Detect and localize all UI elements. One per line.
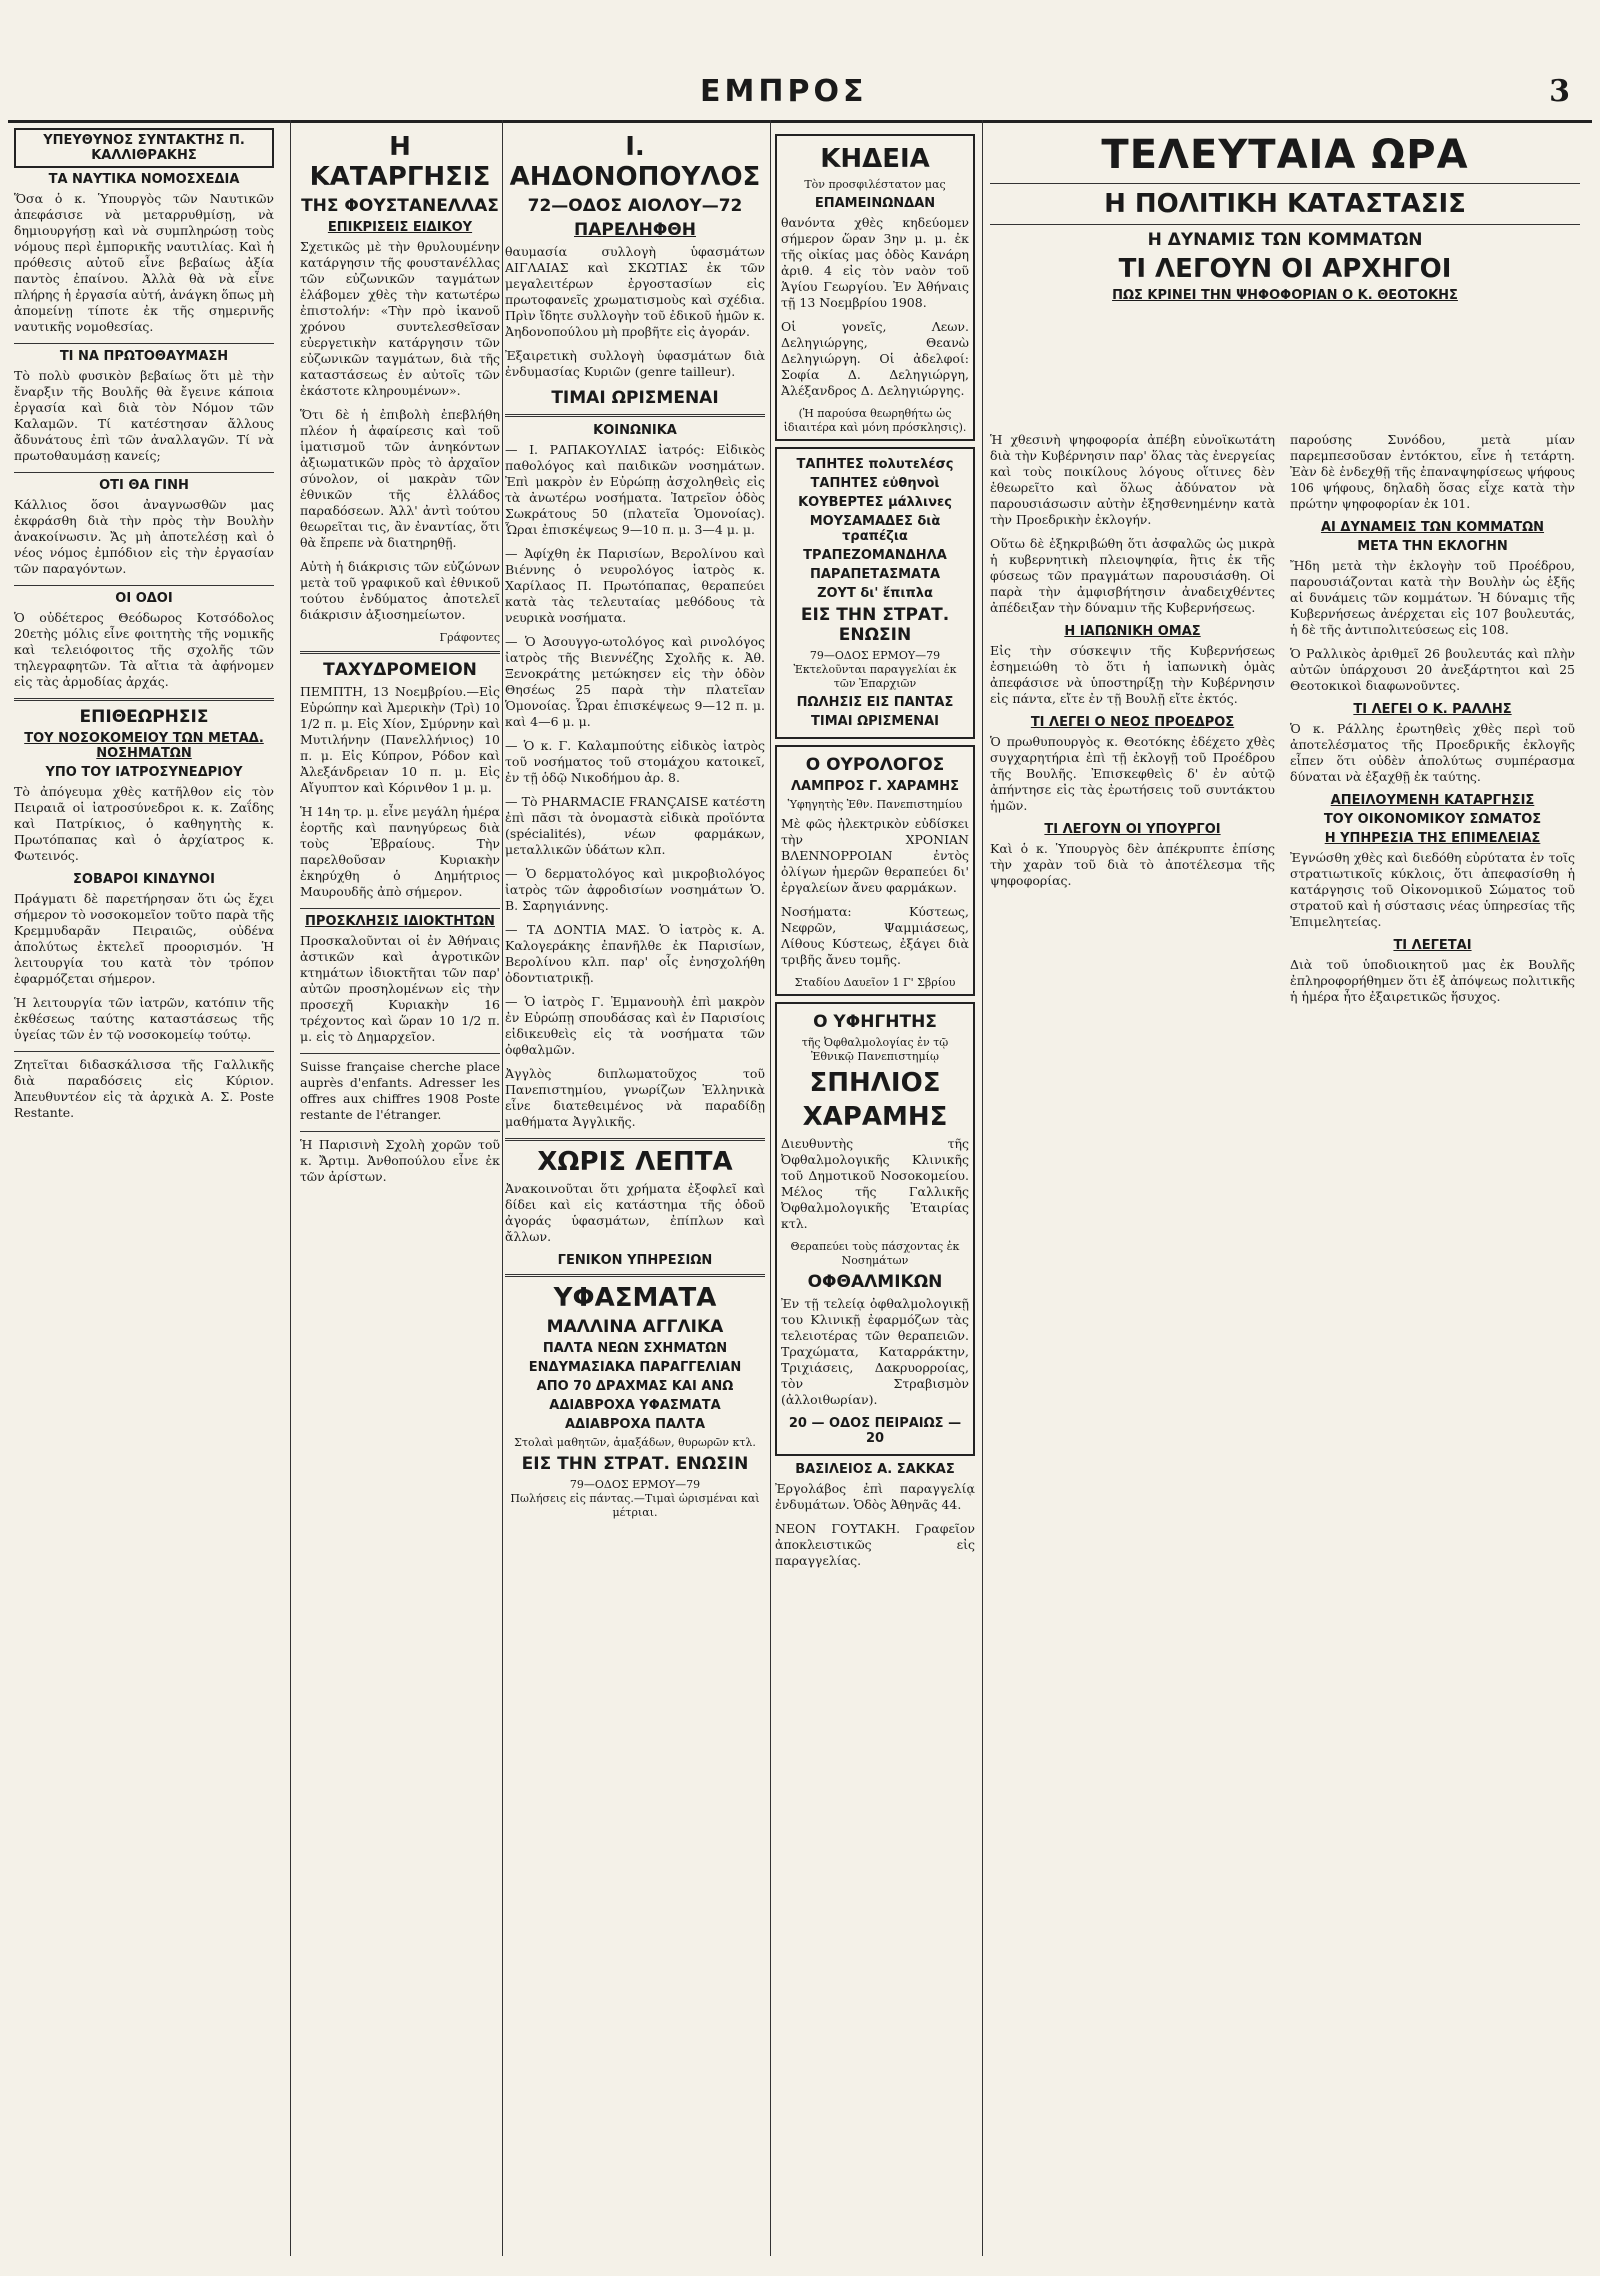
- advertiser-name: Ι. ΑΗΔΟΝΟΠΟΥΛΟΣ: [509, 132, 761, 192]
- article-text: Πράγματι δὲ παρετήρησαν ὅτι ὡς ἔχει σήμερον τὸ νοσοκομεῖον τοῦτο παρὰ τῆς Κρεμμυδαρᾶν Πειραιῶς, οὐδένα ἀπολύτως ἐκτελεῖ προορισμόν. Ἡ λειτουργία του κατὰ τὸν τρόπον ἐφαρμόζεται σήμερον.: [14, 891, 274, 986]
- ad-headline: ΥΦΑΣΜΑΤΑ: [553, 1283, 717, 1313]
- article-text: Οὕτω δὲ ἐξηκριβώθη ὅτι ἀσφαλῶς ὡς μικρὰ ἡ κυβερνητικὴ πλειοψηφία, ἣτις ἐκ τῆς φύσεως τῶν πραγμάτων παρουσιάσθη. Οἱ παρὰ τὴν ἀμφισβήτησιν ἀναδειχθέντες ἀπέδειξαν τὴν δύναμιν τῆς Κυβερνήσεως.: [990, 536, 1275, 615]
- ad-text: Ἐξαιρετικὴ συλλογὴ ὑφασμάτων διὰ ἐνδυμασίας Κυριῶν (genre tailleur).: [505, 348, 765, 379]
- section-subheading: ΥΠΟ ΤΟΥ ΙΑΤΡΟΣΥΝΕΔΡΙΟΥ: [45, 765, 243, 780]
- ad-item: ΚΟΥΒΕΡΤΕΣ μάλλινες: [798, 495, 952, 510]
- divider: [505, 1274, 765, 1277]
- ad-subheading: ΑΔΙΑΒΡΟΧΑ ΠΑΛΤΑ: [564, 1417, 706, 1432]
- ad-address: 79—ΟΔΟΣ ΕΡΜΟΥ—79: [569, 1478, 701, 1491]
- article-text: Αὐτὴ ἡ διάκρισις τῶν εὐζώνων μετὰ τοῦ γραφικοῦ καὶ ἐθνικοῦ τούτου ἐνδύματος ἀποτελεῖ διάκρισιν ἀξιοσημείωτον.: [300, 559, 500, 622]
- notice-intro: Τὸν προσφιλέστατον μας: [804, 178, 946, 191]
- ad-text: Διευθυντὴς τῆς Ὀφθαλμολογικῆς Κλινικῆς τοῦ Δημοτικοῦ Νοσοκομείου. Μέλος τῆς Γαλλικῆς Ὀφθαλμολογικῆς Ἑταιρίας κτλ.: [781, 1136, 969, 1231]
- divider: [990, 183, 1580, 184]
- article-text: Ὅσα ὁ κ. Ὑπουργὸς τῶν Ναυτικῶν ἀπεφάσισε νὰ μεταρρυθμίσῃ, νὰ δημιουργήσῃ καὶ νὰ συμπληρώσῃ τοὺς νόμους περὶ ἐμπορικῆς ναυτιλίας. Καὶ ἡ πρόθεσις αὐτοῦ εἶνε βεβαίως ἀξία παντὸς ἐπαίνου. Ἀλλὰ θὰ νὰ εἶνε πλήρης ἡ ἐργασία αὐτή, ἀνάγκη ὅπως μὴ ἀπομείνῃ τίποτε ἐκ τῆς σημερινῆς ναυτικῆς νομοθεσίας.: [14, 191, 274, 334]
- ad-price: ΑΠΟ 70 ΔΡΑΧΜΑΣ ΚΑΙ ΑΝΩ: [536, 1379, 734, 1394]
- column-5-left: [990, 428, 1275, 897]
- section-subheading: Η ΥΠΗΡΕΣΙΑ ΤΗΣ ΕΠΙΜΕΛΕΙΑΣ: [1324, 831, 1541, 846]
- divider: [505, 414, 765, 417]
- ad-text: Ἐργολάβος ἐπὶ παραγγελίᾳ ἐνδυμάτων. Ὁδὸς Ἀθηνᾶς 44.: [775, 1481, 975, 1512]
- ad-text: ΝΕΟΝ ΓΟΥΤΑΚΗ. Γραφεῖον ἀποκλειστικῶς εἰς παραγγελίας.: [775, 1521, 975, 1568]
- section-heading: ΟΤΙ ΘΑ ΓΙΝΗ: [99, 478, 189, 493]
- article-subheading: Η ΔΥΝΑΜΙΣ ΤΩΝ ΚΟΜΜΑΤΩΝ: [1147, 230, 1423, 250]
- column-1: [14, 128, 274, 2246]
- article-text: Τὸ ἀπόγευμα χθὲς κατῆλθον εἰς τὸν Πειραιᾶ οἱ ἰατροσύνεδροι κ. κ. Ζαΐδης καὶ Πατρίκιος, ὁ καθηγητὴς κ. Πρωτόπαπας καὶ ὁ ἀρχίατρος κ. Φωτεινός.: [14, 784, 274, 863]
- ad-subheading: ΓΕΝΙΚΟΝ ΥΠΗΡΕΣΙΩΝ: [557, 1253, 713, 1268]
- masthead: [0, 60, 1600, 120]
- ad-note: Στολαὶ μαθητῶν, ἀμαξάδων, θυρωρῶν κτλ.: [514, 1436, 756, 1449]
- doctor-title: Ὑφηγητὴς Ἐθν. Πανεπιστημίου: [787, 798, 963, 811]
- column-5-right: [1290, 428, 1575, 1013]
- ad-item: ΖΟΥΤ δι' ἔπιπλα: [817, 586, 933, 601]
- newspaper-title: ΕΜΠΡΟΣ: [700, 74, 868, 109]
- ad-headline: Ο ΥΦΗΓΗΤΗΣ: [813, 1012, 937, 1032]
- article-text: Διὰ τοῦ ὑποδιοικητοῦ μας ἐκ Βουλῆς ἐπληροφορήθημεν ὅτι ἐξ ἀπόψεως πολιτικῆς ἡ ἡμέρα ἦτο ἐξαιρετικῶς ἥσυχος.: [1290, 957, 1575, 1004]
- deceased-name: ΕΠΑΜΕΙΝΩΝΔΑΝ: [814, 196, 936, 211]
- article-text: Ἡ 14η τρ. μ. εἶνε μεγάλη ἡμέρα ἑορτῆς καὶ πανηγύρεως διὰ τοὺς Ἑβραίους. Τὴν παρελθοῦσαν Κυριακὴν ἐκηρύχθη ὁ Δημήτριος Μαυρουδῆς ἀπὸ σήμερον.: [300, 804, 500, 899]
- notice-text: — Ἀφίχθη ἐκ Παρισίων, Βερολίνου καὶ Βιέννης ὁ νευρολόγος ἰατρὸς κ. Χαρίλαος Π. Πρωτόπαπας, θεραπεύει κατὰ τὰς τελευταίας μεθόδους τὰ νευρικὰ νοσήματα.: [505, 546, 765, 625]
- ad-text: Ἐν τῇ τελείᾳ ὀφθαλμολογικῇ του Κλινικῇ ἐφαρμόζων τὰς τελειοτέρας τῶν θεραπειῶν. Τραχώματα, Καταρράκτην, Τριχιάσεις, Δακρυορροίας, τὸν Στραβισμὸν (ἀλλοιθωρίαν).: [781, 1296, 969, 1407]
- advertiser-address: 72—ΟΔΟΣ ΑΙΟΛΟΥ—72: [527, 196, 743, 216]
- classified-ad: Suisse française cherche place auprès d'enfants. Adresser les offres aux chiffres 1908 Poste restante de l'étranger.: [300, 1059, 500, 1122]
- ad-prices: ΤΙΜΑΙ ΩΡΙΣΜΕΝΑΙ: [551, 388, 719, 408]
- ad-item-list: [781, 457, 969, 601]
- article-subheading: ΕΠΙΚΡΙΣΕΙΣ ΕΙΔΙΚΟΥ: [327, 220, 473, 235]
- article-text: Εἰς τὴν σύσκεψιν τῆς Κυβερνήσεως ἐσημειώθη τὸ ὅτι ἡ ἰαπωνικὴ ὁμὰς ἀπεφάσισε νὰ ὑποστηρίξῃ τὴν Κυβέρνησιν εἰς πάντα, εἴτε ἐν τῇ Βουλῇ εἴτε ἐκτός.: [990, 643, 1275, 706]
- ophthalmologist-ad: [775, 1002, 975, 1456]
- ad-address: 79—ΟΔΟΣ ΕΡΜΟΥ—79: [809, 649, 941, 662]
- article-text: Τὸ πολὺ φυσικὸν βεβαίως ὅτι μὲ τὴν ἔναρξιν τῆς Βουλῆς θὰ ἔγεινε κάποια ἐργασία καὶ διὰ τὸν Νόμον τῶν Καλαμῶν. Τί κατέστησαν ἄλλους ἄδυνάτους ἐπὶ τῶν ἀναλλαγῶν. Τί νὰ πρωτοθαυμάσῃ κανείς;: [14, 368, 274, 463]
- notice-note: (Ἡ παρούσα θεωρηθήτω ὡς ἰδιαιτέρα καὶ μόνη πρόσκλησις).: [783, 407, 967, 434]
- section-heading: ΤΙ ΛΕΓΕΙ Ο Κ. ΡΑΛΛΗΣ: [1353, 702, 1512, 717]
- ad-note: Πωλήσεις εἰς πάντας.—Τιμαὶ ὡρισμέναι καὶ μέτριαι.: [510, 1492, 760, 1519]
- notice-text: Ἀγγλὸς διπλωματοῦχος τοῦ Πανεπιστημίου, γνωρίζων Ἑλληνικὰ εἶνε διατεθειμένος νὰ παραδίδῃ μαθήματα Ἀγγλικῆς.: [505, 1066, 765, 1129]
- column-divider: [290, 120, 291, 2256]
- ad-item: ΠΑΡΑΠΕΤΑΣΜΑΤΑ: [809, 567, 941, 582]
- article-subheading: ΠΩΣ ΚΡΙΝΕΙ ΤΗΝ ΨΗΦΟΦΟΡΙΑΝ Ο Κ. ΘΕΟΤΟΚΗΣ: [1112, 288, 1458, 303]
- section-subheading: ΤΟΥ ΟΙΚΟΝΟΜΙΚΟΥ ΣΩΜΑΤΟΣ: [1323, 812, 1542, 827]
- ad-address: Σταδίου Δαυεῖον 1 Γ' Σβρίου: [794, 976, 956, 989]
- ad-item: ΤΑΠΗΤΕΣ πολυτελέσς: [796, 457, 954, 472]
- ad-text: Θεραπεύει τοὺς πάσχοντας ἐκ Νοσημάτων: [790, 1240, 960, 1267]
- doctor-title: τῆς Ὀφθαλμολογίας ἐν τῷ Ἐθνικῷ Πανεπιστημίῳ: [801, 1036, 949, 1063]
- divider: [990, 224, 1580, 225]
- notice-text: — Τὸ PHARMACIE FRANÇAISE κατέστη ἐπὶ πᾶσι τὰ ὀνομαστὰ εἰδικὰ προϊόντα (spécialités), νέων φαρμάκων, μεταλλικῶν ὑδάτων κλπ.: [505, 794, 765, 857]
- notice-text: — Ι. ΡΑΠΑΚΟΥΛΙΑΣ ἰατρός: Εἰδικὸς παθολόγος καὶ παιδικῶν νοσημάτων. Ἐπὶ μακρὸν ἐν Εὐρώπῃ ἀσχοληθεὶς εἰς τὰ ἀνωτέρω νοσήματα. Ἰατρεῖον ὁδὸς Σωκράτους 50 (πλατεῖα Ὁμονοίας). Ὧραι ἐπισκέψεως 9—10 π. μ. 3—4 μ. μ.: [505, 442, 765, 537]
- section-heading: ΟΙ ΟΔΟΙ: [115, 591, 173, 606]
- article-text: Ἐγνώσθη χθὲς καὶ διεδόθη εὐρύτατα ἐν τοῖς στρατιωτικοῖς κύκλοις, ὅτι ἀπεφασίσθη ἡ κατάργησις τοῦ Οἰκονομικοῦ Σώματος τοῦ στρατοῦ καὶ ἡ σύστασις νέας ὑπηρεσίας τῆς Ἐπιμελητείας.: [1290, 850, 1575, 929]
- section-heading: ΑΠΕΙΛΟΥΜΕΝΗ ΚΑΤΑΡΓΗΣΙΣ: [1330, 793, 1535, 808]
- article-text: Ἤδη μετὰ τὴν ἐκλογὴν τοῦ Προέδρου, παρουσιάζονται κατὰ τὴν Βουλὴν ὡς ἑξῆς αἱ δυνάμεις τῶν κομμάτων. Ἡ δύναμις τῆς Κυβερνήσεως ἀνέρχεται εἰς 107 βουλευτάς, ἡ δὲ τῆς ἀντιπολιτεύσεως εἰς 108.: [1290, 558, 1575, 637]
- ad-subheading: ΑΔΙΑΒΡΟΧΑ ΥΦΑΣΜΑΤΑ: [549, 1398, 721, 1413]
- advertiser-name: ΒΑΣΙΛΕΙΟΣ Α. ΣΑΚΚΑΣ: [795, 1462, 955, 1477]
- notice-text: — Ὁ δερματολόγος καὶ μικροβιολόγος ἰατρὸς τῶν ἀφροδισίων νοσημάτων Ὁ. Β. Σαρηγιάννης.: [505, 866, 765, 913]
- article-text: Προσκαλοῦνται οἱ ἐν Ἀθήναις ἀστικῶν καὶ ἀγροτικῶν κτημάτων ἰδιοκτῆται τῶν παρ' αὐτῶν προσηλομένων εἰς τὴν προσεχῆ Κυριακὴν 16 τρέχοντος καὶ ὥραν 10 1/2 π. μ. εἰς τὸ Δημαρχεῖον.: [300, 933, 500, 1044]
- main-headline: Η ΠΟΛΙΤΙΚΗ ΚΑΤΑΣΤΑΣΙΣ: [1104, 189, 1466, 219]
- article-text: Κάλλιος ὅσοι ἀναγνωσθῶν μας ἐκφράσθη διὰ τὴν πρὸς τὴν Βουλὴν ἀνακοίνωσιν. Ἄς μὴ ἀποτελέσῃ καὶ ὁ νέος νόμος ἐμπόδιον εἰς τὴν ἐργασίαν τῶν παραγόντων.: [14, 497, 274, 576]
- masthead-rule: [8, 120, 1592, 123]
- doctor-name: ΧΑΡΑΜΗΣ: [802, 1102, 948, 1132]
- ad-headline: Ο ΟΥΡΟΛΟΓΟΣ: [805, 755, 945, 775]
- column-5: [990, 128, 1580, 2246]
- article-text: Σχετικῶς μὲ τὴν θρυλουμένην κατάργησιν τῆς φουστανέλλας τῶν εὐζωνικῶν ταγμάτων ἐλάβομεν χθὲς τὴν κατωτέρω ἐπιστολήν: «Τὴν πρὸ ἱκανοῦ χρόνου συντελεσθεῖσαν εὐεργετικὴν κατάργησιν τῶν εὐζωνικῶν ταγμάτων, διὰ τῆς καταστάσεως ἐν αὐτοῖς τῶν ἐκάστοτε κληρουμένων».: [300, 239, 500, 398]
- classified-ad: Ἡ Παρισινὴ Σχολὴ χορῶν τοῦ κ. Ἄρτιμ. Ἀνθοπούλου εἶνε ἐκ τῶν ἀρίστων.: [300, 1137, 500, 1184]
- section-heading: ΤΙ ΝΑ ΠΡΩΤΟΘΑΥΜΑΣΗ: [59, 349, 229, 364]
- notice-text: — Ὁ ἰατρὸς Γ. Ἐμμανουὴλ ἐπὶ μακρὸν ἐν Εὐρώπῃ σπουδάσας καὶ ἐν Παρισίοις εἰδικευθεὶς εἰς τὰ νοσήματα τῶν ὀφθαλμῶν.: [505, 994, 765, 1057]
- column-divider: [982, 120, 983, 2256]
- divider: [300, 651, 500, 654]
- article-headline: ΤΗΣ ΦΟΥΣΤΑΝΕΛΛΑΣ: [301, 196, 499, 216]
- section-heading: ΤΙ ΛΕΓΕΤΑΙ: [1393, 938, 1472, 953]
- ad-item: ΤΡΑΠΕΖΟΜΑΝΔΗΛΑ: [803, 548, 947, 563]
- ad-headline: ΧΩΡΙΣ ΛΕΠΤΑ: [537, 1147, 733, 1177]
- article-text: παρούσης Συνόδου, μετὰ μίαν παρεμπεσοῦσαν ἐντόκτου, εἶνε ἡ τετάρτη. Ἐὰν δὲ ἐνδεχθῇ τῆς ἐπαναψηφίσεως ψήφους 106 ψήφους, δηλαδὴ ὅσας εἶχε κατὰ τὴν πρώτην ψηφοφορίαν ἐκ 101.: [1290, 432, 1575, 511]
- article-text: Ἡ λειτουργία τῶν ἰατρῶν, κατόπιν τῆς ἐκθέσεως ταύτης καταστάσεως τῆς ὑγείας τῶν ἐν τῷ νοσοκομείῳ τούτῳ.: [14, 995, 274, 1042]
- ad-subheading: ΠΑΛΤΑ ΝΕΩΝ ΣΧΗΜΑΤΩΝ: [542, 1341, 728, 1356]
- article-text: ΠΕΜΠΤΗ, 13 Νοεμβρίου.—Εἰς Εὐρώπην καὶ Ἀμερικὴν (Τρὶ) 10 1/2 π. μ. Εἰς Χίον, Σμύρνην καὶ Μυτιλήνην (Πανελλήνιος) 10 π. μ. Εἰς Κύπρον, Ρόδον καὶ Ἀλεξάνδρειαν 10 π. μ. Εἰς Αἴγυπτον καὶ Κόρινθον 1 μ. μ.: [300, 684, 500, 795]
- notice-headline: ΚΗΔΕΙΑ: [820, 144, 930, 174]
- column-4: [775, 128, 975, 2246]
- ad-address: 20 — ΟΔΟΣ ΠΕΙΡΑΙΩΣ — 20: [788, 1416, 962, 1446]
- ad-sale: ΠΩΛΗΣΙΣ ΕΙΣ ΠΑΝΤΑΣ: [796, 695, 954, 710]
- ad-text: Νοσήματα: Κύστεως, Νεφρῶν, Ψαμμιάσεως, Λίθους Κύστεως, ἐξάγει διὰ τριβῆς ἄνευ τομῆς.: [781, 904, 969, 967]
- article-text: Ὁ Ραλλικὸς ἀριθμεῖ 26 βουλευτάς καὶ πλὴν αὐτῶν ὑπάρχουσι 20 ἀνεξάρτητοι καὶ 25 Θεοτοκικοὶ διαφωνοῦντες.: [1290, 646, 1575, 693]
- divider: [14, 472, 274, 473]
- ad-subheading: ΜΑΛΛΙΝΑ ΑΓΓΛΙΚΑ: [546, 1317, 724, 1337]
- ad-store: ΕΙΣ ΤΗΝ ΣΤΡΑΤ. ΕΝΩΣΙΝ: [800, 605, 950, 645]
- section-heading: ΤΙ ΛΕΓΟΥΝ ΟΙ ΥΠΟΥΡΓΟΙ: [1044, 822, 1221, 837]
- ad-item: ΜΟΥΣΑΜΑΔΕΣ διὰ τραπέζια: [809, 514, 941, 544]
- divider: [14, 585, 274, 586]
- section-heading: ΤΑ ΝΑΥΤΙΚΑ ΝΟΜΟΣΧΕΔΙΑ: [48, 172, 240, 187]
- section-heading: Η ΙΑΠΩΝΙΚΗ ΟΜΑΣ: [1064, 624, 1201, 639]
- divider: [300, 1053, 500, 1054]
- ad-note: Ἐκτελοῦνται παραγγελίαι ἐκ τῶν Ἐπαρχιῶν: [793, 663, 957, 690]
- classified-ad: Ζητεῖται διδασκάλισσα τῆς Γαλλικῆς διὰ παραδόσεις εἰς Κύριον. Ἀπευθυντέον εἰς τὰ ἀρχικὰ Α. Σ. Poste Restante.: [14, 1057, 274, 1120]
- section-heading: ΠΡΟΣΚΛΗΣΙΣ ΙΔΙΟΚΤΗΤΩΝ: [305, 914, 495, 929]
- signature: Γράφοντες: [439, 631, 500, 644]
- ad-prices: ΤΙΜΑΙ ΩΡΙΣΜΕΝΑΙ: [811, 714, 939, 729]
- page-number: 3: [1549, 74, 1570, 109]
- divider: [14, 343, 274, 344]
- column-divider: [502, 120, 503, 2256]
- divider: [14, 698, 274, 701]
- article-text: Καὶ ὁ κ. Ὑπουργὸς δὲν ἀπέκρυπτε ἐπίσης τὴν χαρὰν τοῦ διὰ τὸ ἀποτέλεσμα τῆς ψηφοφορίας.: [990, 841, 1275, 888]
- notice-text: θανόντα χθὲς κηδεύομεν σήμερον ὥραν 3ην μ. μ. ἐκ τῆς οἰκίας μας ὁδὸς Κανάρη ἀριθ. 4 εἰς τὸν ναὸν τοῦ Ἁγίου Γεωργίου. Ἐν Ἀθήναις τῇ 13 Νοεμβρίου 1908.: [781, 215, 969, 310]
- article-subheading: ΤΙ ΛΕΓΟΥΝ ΟΙ ΑΡΧΗΓΟΙ: [1118, 254, 1452, 284]
- ad-text: Μὲ φῶς ἠλεκτρικὸν εὐδίσκει τὴν ΧΡΟΝΙΑΝ ΒΛΕΝΝΟΡΡΟΙΑΝ ἐντὸς ὀλίγων ἡμερῶν θεραπεύει δι' ἐργαλείων ἄνευ φαρμάκων.: [781, 816, 969, 895]
- section-heading: ΑΙ ΔΥΝΑΜΕΙΣ ΤΩΝ ΚΟΜΜΑΤΩΝ: [1320, 520, 1545, 535]
- ad-store: ΕΙΣ ΤΗΝ ΣΤΡΑΤ. ΕΝΩΣΙΝ: [521, 1454, 749, 1474]
- ad-headline: ΠΑΡΕΛΗΦΘΗ: [574, 220, 696, 240]
- article-text: Ὁ πρωθυπουργὸς κ. Θεοτόκης ἐδέχετο χθὲς συγχαρητήρια ἐπὶ τῇ ἐκλογῇ τοῦ Προέδρου τῆς Βουλῆς. Ἐπισκεφθεὶς δ' ἐν αὐτῷ ἀπήντησε εἰς τὰς ἐρωτήσεις τοῦ συντάκτου ἡμῶν.: [990, 734, 1275, 813]
- notice-text: — ΤΑ ΔΟΝΤΙΑ ΜΑΣ. Ὁ ἰατρὸς κ. Α. Καλογεράκης ἐπανῆλθε ἐκ Παρισίων, Βερολίνου κλπ. παρ' οἷς ἐνησχολήθη ὀδοντιατρικῇ.: [505, 922, 765, 985]
- doctor-name: ΛΑΜΠΡΟΣ Γ. ΧΑΡΑΜΗΣ: [790, 779, 960, 794]
- section-heading: ΚΟΙΝΩΝΙΚΑ: [593, 423, 677, 438]
- section-subheading: ΤΟΥ ΝΟΣΟΚΟΜΕΙΟΥ ΤΩΝ ΜΕΤΑΔ. ΝΟΣΗΜΑΤΩΝ: [24, 731, 264, 761]
- divider: [505, 1138, 765, 1141]
- section-heading: ΤΑΧΥΔΡΟΜΕΙΟΝ: [323, 660, 477, 680]
- divider: [14, 1051, 274, 1052]
- divider: [300, 908, 500, 909]
- notice-text: — Ὁ κ. Γ. Καλαμπούτης εἰδικὸς ἰατρὸς τοῦ νοσήματος τοῦ στομάχου κατοικεῖ, ἐν τῇ ὁδῷ Νικοδήμου ἀρ. 8.: [505, 738, 765, 785]
- section-heading: ΤΙ ΛΕΓΕΙ Ο ΝΕΟΣ ΠΡΟΕΔΡΟΣ: [1030, 715, 1235, 730]
- article-text: Ἡ χθεσινὴ ψηφοφορία ἀπέβη εὐνοϊκωτάτη διὰ τὴν Κυβέρνησιν παρ' ὅλας τὰς ἐνεργείας καὶ τοὺς ποικίλους λόγους οἵτινες δὲν ἐθεωρεῖτο καὶ ὅλως ἀδύνατον νὰ παρουσιάσωσιν αὐτὴν ἐξησθενημένην κατὰ τὴν Προεδρικὴν ἐκλογήν.: [990, 432, 1275, 527]
- column-3: [505, 128, 765, 2246]
- editor-header: ΥΠΕΥΘΥΝΟΣ ΣΥΝΤΑΚΤΗΣ Π. ΚΑΛΛΙΘΡΑΚΗΣ: [14, 128, 274, 168]
- doctor-name: ΣΠΗΛΙΟΣ: [809, 1068, 941, 1098]
- notice-text: — Ὁ Ἀσουγγο-ωτολόγος καὶ ρινολόγος ἰατρὸς τῆς Βιεννέζης Σχολῆς κ. Ἀθ. Ξενοκράτης μετώκησεν εἰς τὴν ὁδὸν Θησέως 25 παρὰ τὴν πλατεῖαν Ὁμονοίας. Ὧραι ἐπισκέψεως 9—12 π. μ. καὶ 4—6 μ. μ.: [505, 634, 765, 729]
- column-2: [300, 128, 500, 2246]
- section-heading: ΣΟΒΑΡΟΙ ΚΙΝΔΥΝΟΙ: [73, 872, 215, 887]
- urologist-ad: [775, 745, 975, 996]
- ad-text: Ἀνακοινοῦται ὅτι χρήματα ἐξοφλεῖ καὶ δίδει καὶ εἰς κατάστημα τῆς ὁδοῦ ἀγοράς ὑφασμάτων, ἐπίπλων καὶ ἄλλων.: [505, 1181, 765, 1244]
- section-heading: ΕΠΙΘΕΩΡΗΣΙΣ: [79, 707, 209, 727]
- notice-signatories: Οἱ γονεῖς, Λεων. Δεληγιώργης, Θεανὼ Δεληγιώργη. Οἱ ἀδελφοί: Σοφία Δ. Δεληγιώργη, Ἀλέξανδρος Δ. Δεληγιώργης.: [781, 319, 969, 398]
- article-text: Ὅτι δὲ ἡ ἐπιβολὴ ἐπεβλήθη πλέον ἡ ἀφαίρεσις καὶ τοῦ ἱματισμοῦ τῶν ἀνηκόντων ἀξιωματικῶν πρὸς τὸ ἀρχαῖον σύνολον, οἱ μακρὰν τῶν ἐθνικῶν τῆς ἐλλάδος παραδόσεων. Ἀλλ' ἀντὶ τούτου θεωρεῖται τις, ἂν ἐναντίας, ὅτι θὰ ἔπρεπε νὰ διατηρηθῇ.: [300, 407, 500, 550]
- ad-subheading: ΟΦΘΑΛΜΙΚΩΝ: [807, 1272, 943, 1292]
- ad-text: θαυμασία συλλογὴ ὑφασμάτων ΑΙΓΛΑΙΑΣ καὶ ΣΚΩΤΙΑΣ ἐκ τῶν μεγαλειτέρων ἐργοστασίων εἰς πρωτοφανεῖς χρωματισμοὺς καὶ σχέδια. Πρὶν ἴδητε συλλογὴν τοῦ ἐδικοῦ ἡμῶν κ. Ἀηδονοπούλου μὴ προβῆτε εἰς ἀγοράν.: [505, 244, 765, 339]
- carpet-ad: [775, 447, 975, 739]
- ad-item: ΤΑΠΗΤΕΣ εὐθηνοὶ: [810, 476, 940, 491]
- main-headline: ΤΕΛΕΥΤΑΙΑ ΩΡΑ: [1101, 132, 1469, 178]
- divider: [300, 1131, 500, 1132]
- article-text: Ὁ οὐδέτερος Θεόδωρος Κοτσόδολος 20ετὴς μόλις εἶνε φοιτητὴς τῆς νομικῆς καὶ τελειόφοιτος τῆς σχολῆς τῶν τηλεγραφητῶν. Τὰ αἴτια τὰ ἀφήνομεν εἰς τὰς ἀρμοδίας ἀρχάς.: [14, 610, 274, 689]
- funeral-notice: [775, 134, 975, 441]
- article-text: Ὁ κ. Ράλλης ἐρωτηθεὶς χθὲς περὶ τοῦ ἀποτελέσματος τῆς Προεδρικῆς ἐκλογῆς εἶπεν ὅτι οὐδὲν ἀπολύτως συμπέρασμα δύναται νὰ ἐξαχθῇ ἐκ ταύτης.: [1290, 721, 1575, 784]
- article-headline: Η ΚΑΤΑΡΓΗΣΙΣ: [309, 132, 491, 192]
- column-divider: [770, 120, 771, 2256]
- ad-subheading: ΕΝΔΥΜΑΣΙΑΚΑ ΠΑΡΑΓΓΕΛΙΑΝ: [528, 1360, 742, 1375]
- section-subheading: ΜΕΤΑ ΤΗΝ ΕΚΛΟΓΗΝ: [1357, 539, 1508, 554]
